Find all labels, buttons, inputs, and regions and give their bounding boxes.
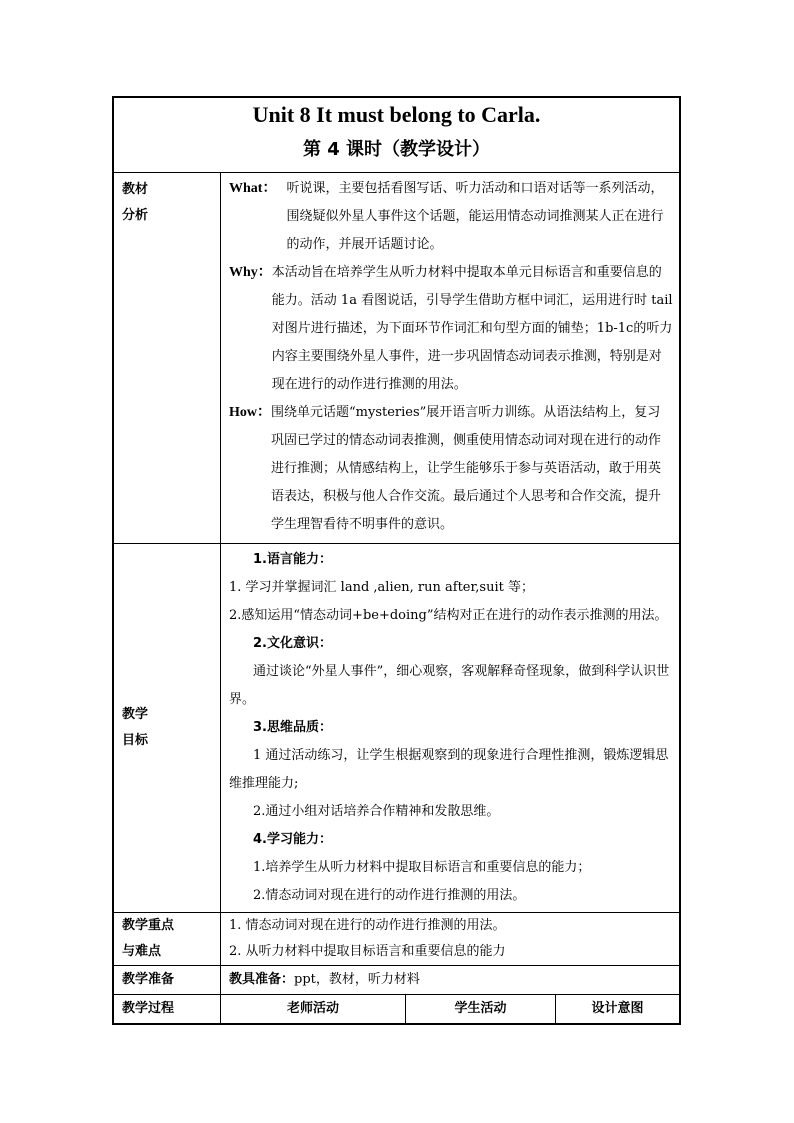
- document-title: Unit 8 It must belong to Carla.: [252, 102, 541, 127]
- goals-label: 教学 目标: [114, 544, 221, 912]
- key-points-content: [221, 913, 679, 965]
- goals-content: [221, 544, 679, 912]
- key-point-2: 2. 从听力材料中提取目标语言和重要信息的能力: [229, 944, 506, 959]
- goal-learning-title: 4.学习能力：: [253, 832, 332, 847]
- goal-thinking-title: 3.思维品质：: [253, 720, 332, 735]
- why-text: 本活动旨在培养学生从听力材料中提取本单元目标语言和重要信息的能力。活动 1a 看图说话，引导学生借助方框中词汇，运用进行时 tail 对图片进行描述，为下面环节作词汇和句型方面的铺垫；1b-1c的听力内容主要围绕外星人事件，进一步巩固情态动词表示推测，特别是对现在进行的动作进行推测的用法。: [271, 265, 673, 392]
- goal-learning-item-2: 2.情态动词对现在进行的动作进行推测的用法。: [253, 888, 526, 903]
- goals-row: [114, 543, 679, 912]
- key-point-1: 1. 情态动词对现在进行的动作进行推测的用法。: [229, 918, 506, 933]
- goal-culture-text: 通过谈论“外星人事件”，细心观察，客观解释奇怪现象，做到科学认识世界。: [229, 664, 670, 707]
- what-text: 听说课，主要包括看图写话、听力活动和口语对话等一系列活动，围绕疑似外星人事件这个话题，能运用情态动词推测某人正在进行的动作，并展开话题讨论。: [286, 181, 664, 252]
- analysis-label: 教材 分析: [114, 173, 221, 543]
- lesson-plan-table: [112, 96, 681, 1025]
- title-row: [114, 98, 679, 172]
- goal-thinking-item-1: 1 通过活动练习，让学生根据观察到的现象进行合理性推测，锻炼逻辑思维推理能力;: [229, 748, 669, 791]
- preparation-content: [221, 966, 679, 994]
- goal-language-title: 1.语言能力：: [253, 552, 332, 567]
- what-paragraph: [229, 175, 673, 259]
- key-points-row: [114, 912, 679, 965]
- how-text: 围绕单元话题“mysteries”展开语言听力训练。从语法结构上，复习巩固已学过的情态动词表推测，侧重使用情态动词对现在进行的动作进行推测；从情感结构上，让学生能够乐于参与英语活动，敢于用英语表达，积极与他人合作交流。最后通过个人思考和合作交流，提升学生理智看待不明事件的意识。: [271, 405, 662, 532]
- preparation-label: 教学准备: [114, 966, 221, 994]
- what-label: What：: [229, 181, 277, 196]
- process-label: 教学过程: [114, 995, 221, 1023]
- preparation-text: ppt，教材，听力材料: [294, 972, 420, 987]
- goal-language-item-1: 1. 学习并掌握词汇 land ,alien, run after,suit 等；: [229, 580, 534, 595]
- why-label: Why：: [229, 265, 272, 280]
- preparation-row: [114, 965, 679, 994]
- goal-thinking-item-2: 2.通过小组对话培养合作精神和发散思维。: [253, 804, 500, 819]
- preparation-prefix: 教具准备：: [229, 972, 295, 987]
- process-columns: [221, 995, 679, 1023]
- process-teacher-column: 老师活动: [221, 995, 406, 1023]
- key-points-label: 教学重点 与难点: [114, 913, 221, 965]
- analysis-content: [221, 173, 679, 543]
- process-student-column: 学生活动: [406, 995, 556, 1023]
- goal-learning-item-1: 1.培养学生从听力材料中提取目标语言和重要信息的能力；: [253, 860, 591, 875]
- goal-culture-title: 2.文化意识：: [253, 636, 332, 651]
- why-paragraph: [229, 259, 673, 399]
- process-purpose-column: 设计意图: [591, 1001, 644, 1016]
- document-subtitle: 第 4 课时（教学设计）: [302, 139, 491, 160]
- goal-language-item-2: 2.感知运用“情态动词+be+doing”结构对正在进行的动作表示推测的用法。: [229, 608, 668, 623]
- how-label: How：: [229, 405, 271, 420]
- analysis-row: [114, 172, 679, 543]
- how-paragraph: [229, 399, 673, 539]
- process-row: [114, 994, 679, 1023]
